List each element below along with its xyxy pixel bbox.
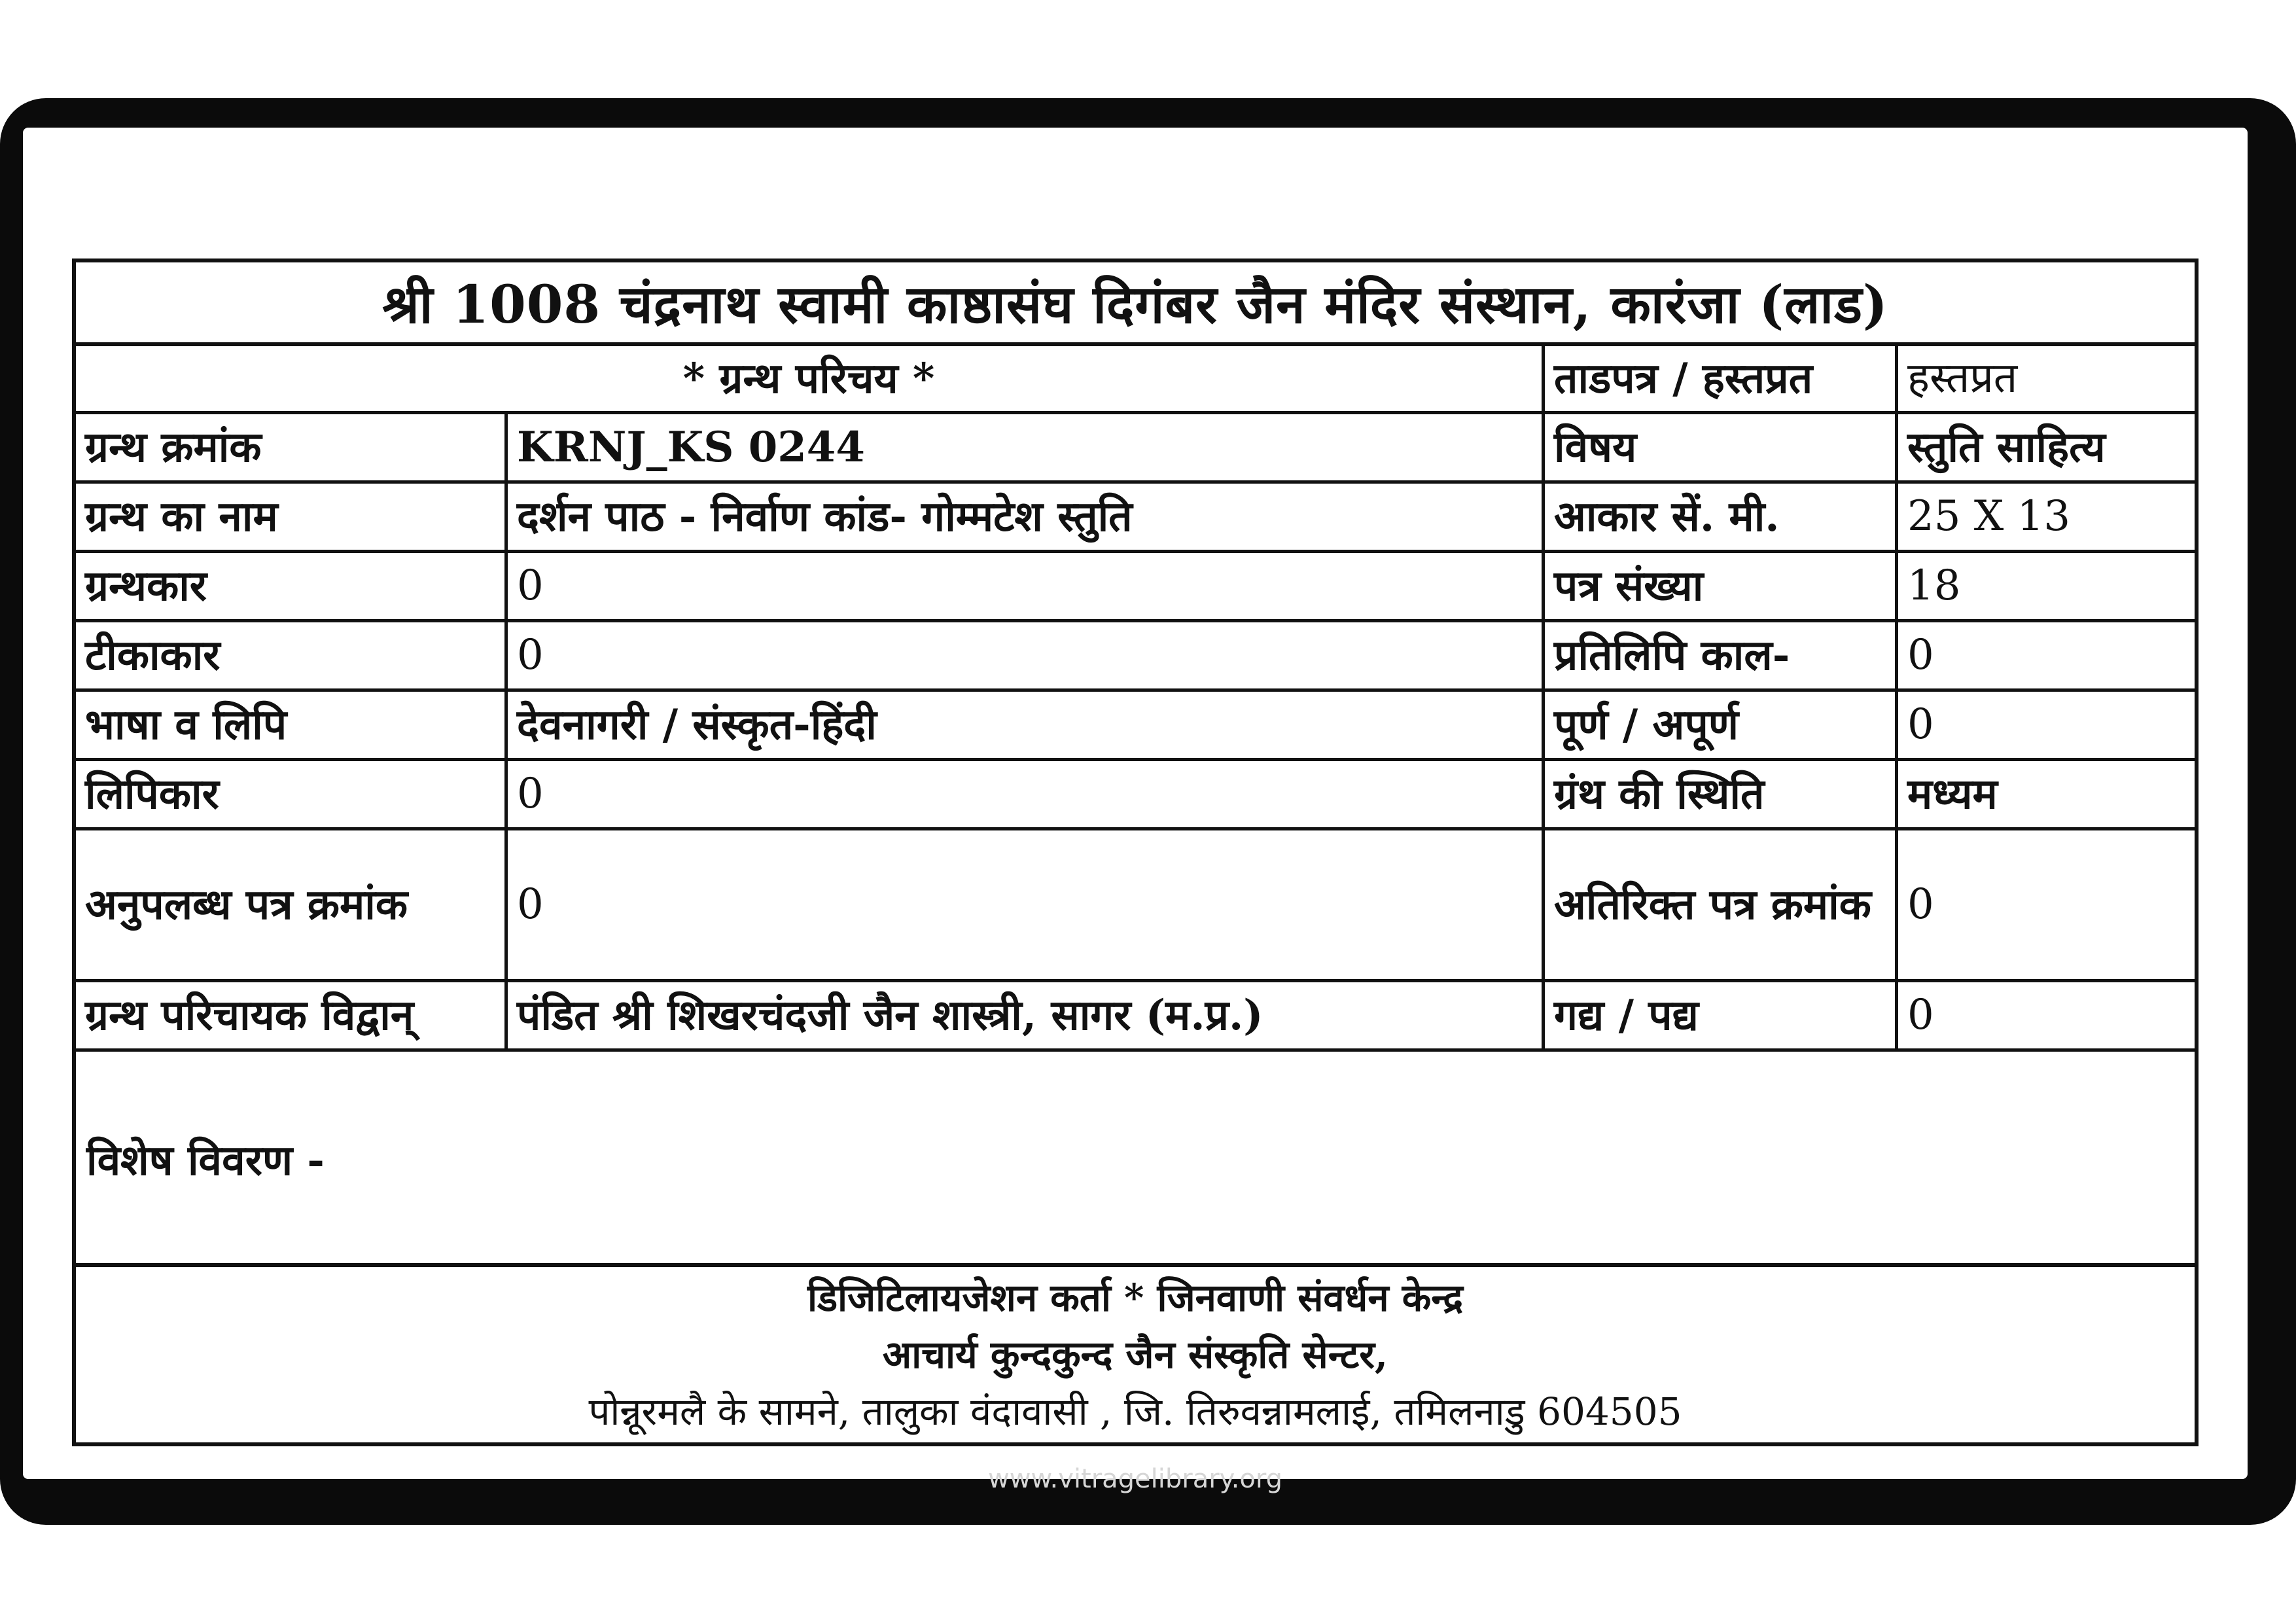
- row-label: टीकाकार: [76, 622, 508, 688]
- header-row: [76, 346, 2195, 414]
- institute-title: श्री 1008 चंद्रनाथ स्वामी काष्ठासंघ दिगंबर जैन मंदिर संस्थान, कारंजा (लाड): [76, 262, 2195, 346]
- table-row: [76, 553, 2195, 622]
- type-label: ताडपत्र / हस्तप्रत: [1545, 346, 1898, 411]
- row-label: ग्रन्थकार: [76, 553, 508, 619]
- scan-frame: [0, 98, 2296, 1525]
- table-row: [76, 830, 2195, 982]
- remarks-label: विशेष विवरण -: [86, 1136, 325, 1185]
- table-row: [76, 692, 2195, 761]
- row-label-2: पत्र संख्या: [1545, 553, 1898, 619]
- row-value-2: 0: [1907, 880, 1934, 929]
- table-row: [76, 761, 2195, 830]
- table-row: [76, 484, 2195, 553]
- row-label-2: अतिरिक्त पत्र क्रमांक: [1545, 830, 1898, 979]
- row-label: ग्रन्थ परिचायक विद्वान्: [76, 982, 508, 1048]
- row-value: 0: [508, 830, 1545, 979]
- intro-heading: * ग्रन्थ परिचय *: [76, 346, 1545, 411]
- catalog-form: [72, 259, 2199, 1446]
- row-value-2: 0: [1907, 630, 1934, 679]
- row-value-2: 0: [1907, 700, 1934, 749]
- row-value-2: 0: [1907, 990, 1934, 1039]
- footer: [76, 1267, 2195, 1442]
- row-label-2: प्रतिलिपि काल-: [1545, 622, 1898, 688]
- type-value: हस्तप्रत: [1907, 353, 2018, 402]
- row-label: भाषा व लिपि: [76, 692, 508, 758]
- watermark: www.vitragelibrary.org: [988, 1464, 1282, 1494]
- catalog-card: [23, 128, 2248, 1494]
- table-row: [76, 622, 2195, 692]
- remarks-section: [76, 1054, 2195, 1267]
- row-value: 0: [508, 622, 1545, 688]
- row-value: 0: [508, 553, 1545, 619]
- row-label: अनुपलब्ध पत्र क्रमांक: [76, 830, 508, 979]
- row-value-2: 25 X 13: [1907, 491, 2071, 541]
- row-label-2: ग्रंथ की स्थिति: [1545, 761, 1898, 827]
- info-grid: [76, 346, 2195, 1052]
- footer-address: पोन्नूरमलै के सामने, तालुका वंदावासी , जि. तिरुवन्नामलाई, तमिलनाडु 604505: [588, 1389, 1682, 1434]
- row-value-2: स्तुति साहित्य: [1907, 422, 2106, 472]
- footer-line-1: डिजिटिलायजेशन कर्ता * जिनवाणी संवर्धन केन्द्र: [807, 1275, 1463, 1320]
- row-label: ग्रन्थ क्रमांक: [76, 414, 508, 480]
- row-value: KRNJ_KS 0244: [508, 414, 1545, 480]
- row-label-2: विषय: [1545, 414, 1898, 480]
- row-value: 0: [508, 761, 1545, 827]
- row-value: दर्शन पाठ - निर्वाण कांड- गोम्मटेश स्तुति: [508, 484, 1545, 550]
- row-label: ग्रन्थ का नाम: [76, 484, 508, 550]
- row-value-2: मध्यम: [1907, 769, 1998, 819]
- footer-line-2: आचार्य कुन्दकुन्द जैन संस्कृति सेन्टर,: [882, 1332, 1388, 1377]
- row-label: लिपिकार: [76, 761, 508, 827]
- table-row: [76, 982, 2195, 1052]
- row-label-2: आकार सें. मी.: [1545, 484, 1898, 550]
- row-label-2: पूर्ण / अपूर्ण: [1545, 692, 1898, 758]
- table-row: [76, 414, 2195, 484]
- row-value-2: 18: [1907, 561, 1961, 610]
- row-value: देवनागरी / संस्कृत-हिंदी: [508, 692, 1545, 758]
- row-label-2: गद्य / पद्य: [1545, 982, 1898, 1048]
- row-value: पंडित श्री शिखरचंदजी जैन शास्त्री, सागर (म.प्र.): [508, 982, 1545, 1048]
